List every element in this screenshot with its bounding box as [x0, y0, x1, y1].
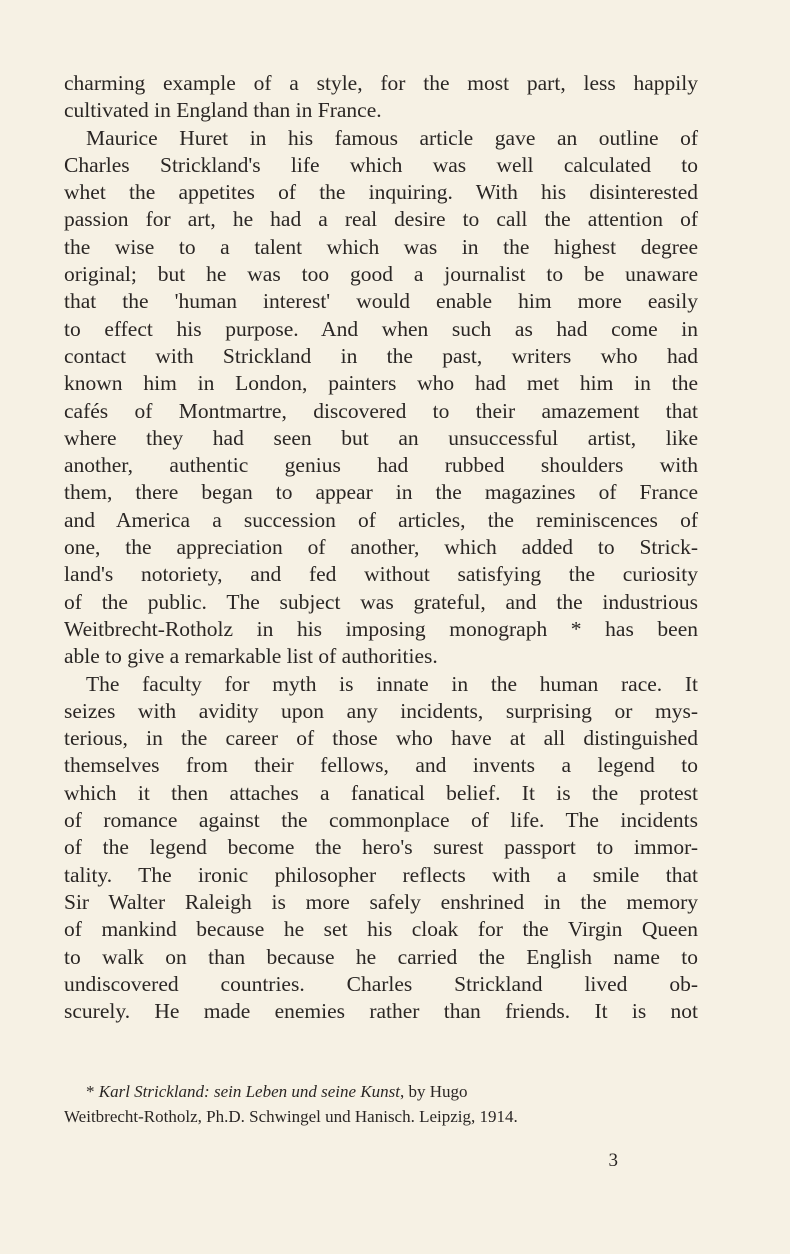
footnote: [64, 1079, 698, 1129]
text-line: of the legend become the hero's surest passport to immor-: [64, 835, 698, 860]
text-line: charming example of a style, for the most part, less happily: [64, 71, 698, 95]
text-line: to walk on than because he carried the English name to: [64, 944, 698, 969]
text-line: passion for art, he had a real desire to call the attention of: [64, 207, 698, 232]
footnote-line-1: [64, 1079, 698, 1104]
text-line: contact with Strickland in the past, writers who had: [64, 343, 698, 368]
text-line: of mankind because he set his cloak for the Virgin Queen: [64, 917, 698, 942]
text-line: cafés of Montmartre, discovered to their amazement that: [64, 398, 698, 423]
footnote-line-2: Weitbrecht-Rotholz, Ph.D. Schwingel und Hanisch. Leipzig, 1914.: [64, 1107, 518, 1126]
text-line: land's notoriety, and fed without satisfying the curiosity: [64, 562, 698, 587]
text-line: which it then attaches a fanatical belief. It is the protest: [64, 780, 698, 805]
text-line: another, authentic genius had rubbed shoulders with: [64, 453, 698, 478]
text-line: original; but he was too good a journalist to be unaware: [64, 262, 698, 287]
text-line: of the public. The subject was grateful, and the industrious: [64, 589, 698, 614]
text-line: whet the appetites of the inquiring. With his disinterested: [64, 180, 698, 205]
text-line: seizes with avidity upon any incidents, surprising or mys-: [64, 698, 698, 723]
text-line: tality. The ironic philosopher reflects with a smile that: [64, 862, 698, 887]
text-line: able to give a remarkable list of authorities.: [64, 644, 438, 669]
text-line: The faculty for myth is innate in the human race. It: [86, 671, 698, 696]
text-line: to effect his purpose. And when such as had come in: [64, 316, 698, 341]
footnote-marker: *: [86, 1082, 95, 1101]
footnote-title: Karl Strickland: sein Leben und seine Kunst: [98, 1082, 401, 1101]
text-line: scurely. He made enemies rather than friends. It is not: [64, 999, 698, 1024]
text-line: them, there began to appear in the magazines of France: [64, 480, 698, 505]
text-line: the wise to a talent which was in the highest degree: [64, 234, 698, 259]
text-line: that the 'human interest' would enable him more easily: [64, 289, 698, 314]
page-number: 3: [608, 1150, 618, 1171]
text-line: known him in London, painters who had met him in the: [64, 371, 698, 396]
text-line: cultivated in England than in France.: [64, 98, 382, 123]
text-line: Charles Strickland's life which was well calculated to: [64, 152, 698, 177]
text-line: one, the appreciation of another, which added to Strick-: [64, 535, 698, 560]
text-line: Weitbrecht-Rotholz in his imposing monograph * has been: [64, 616, 698, 641]
body-text: [64, 70, 698, 1025]
text-line: where they had seen but an unsuccessful artist, like: [64, 425, 698, 450]
text-line: and America a succession of articles, the reminiscences of: [64, 507, 698, 532]
text-line: undiscovered countries. Charles Strickland lived ob-: [64, 971, 698, 996]
text-line: Maurice Huret in his famous article gave an outline of: [86, 125, 698, 150]
text-line: Sir Walter Raleigh is more safely enshrined in the memory: [64, 889, 698, 914]
footnote-author: , by Hugo: [400, 1082, 468, 1101]
text-line: of romance against the commonplace of life. The incidents: [64, 808, 698, 833]
text-line: themselves from their fellows, and invents a legend to: [64, 753, 698, 778]
text-line: terious, in the career of those who have at all distinguished: [64, 726, 698, 751]
